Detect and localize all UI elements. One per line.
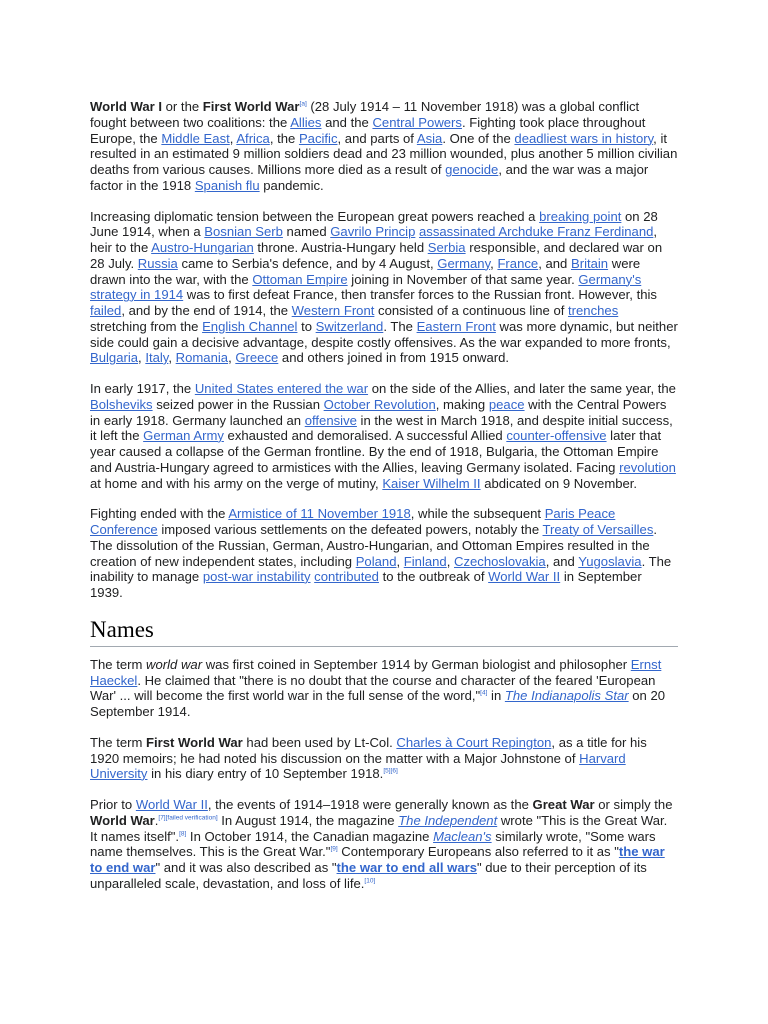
text-run: throne. Austria-Hungary held — [253, 240, 428, 255]
text-run: and others joined in from 1915 onward. — [278, 350, 510, 366]
text-run: similarly wrote, "Some wars name themselves. This is the Great War." — [90, 828, 656, 860]
text-run: and the — [321, 114, 373, 130]
text-run: , — [229, 130, 237, 146]
text-run: in — [487, 688, 505, 704]
link-ernst-haeckel[interactable]: Ernst Haeckel — [90, 656, 662, 688]
link-world-war-ii[interactable]: World War II — [135, 797, 208, 812]
link-trenches[interactable]: trenches — [568, 303, 619, 318]
citation-reference[interactable]: [10] — [364, 877, 376, 885]
link-armistice-of-11-november-1918[interactable]: Armistice of 11 November 1918 — [228, 506, 411, 522]
text-run: on the side of the Allies, and later the same year, the — [368, 381, 676, 396]
text-run: in his diary entry of 10 September 1918. — [147, 766, 384, 782]
intro-paragraph-4 — [90, 506, 678, 601]
link-english-channel[interactable]: English Channel — [202, 318, 298, 334]
link-france[interactable]: France — [497, 255, 539, 271]
text-run: , the events of 1914–1918 were generally known as the — [207, 797, 533, 812]
text-run: or the — [162, 99, 203, 114]
link-deadliest-wars-in-history[interactable]: deadliest wars in history — [514, 130, 654, 146]
text-run: , making — [435, 396, 489, 412]
link-treaty-of-versailles[interactable]: Treaty of Versailles — [542, 522, 654, 537]
text-run: , it resulted in an estimated 9 million soldiers dead and 23 million wounded, plus another 5 million civilian deaths from various causes. Millions more died as a result of — [90, 130, 678, 177]
link-britain[interactable]: Britain — [570, 255, 609, 271]
link-paris-peace-conference[interactable]: Paris Peace Conference — [90, 506, 616, 537]
intro-paragraph-2 — [90, 209, 678, 367]
text-run: . Fighting took place throughout Europe, the — [90, 114, 646, 146]
link-switzerland[interactable]: Switzerland — [315, 318, 384, 334]
citation-reference[interactable]: [9] — [330, 845, 338, 853]
names-paragraph-1 — [90, 657, 678, 720]
text-run: Prior to — [90, 797, 136, 812]
bold-term: First World War — [202, 99, 300, 114]
text-run: was more dynamic, but neither side could gain a decisive advantage, despite costly offensives. As the war expanded to more fronts, — [90, 318, 678, 350]
link-bolsheviks[interactable]: Bolsheviks — [90, 396, 153, 412]
text-run: Increasing diplomatic tension between the European great powers reached a — [90, 208, 540, 224]
link-allies[interactable]: Allies — [290, 114, 322, 130]
text-run: (28 July 1914 – 11 November 1918) was a global conflict fought between two coalitions: the — [90, 99, 640, 130]
text-run: The term — [90, 656, 147, 672]
link-poland[interactable]: Poland — [355, 553, 397, 569]
intro-paragraph-3 — [90, 381, 678, 491]
text-run: Fighting ended with the — [90, 506, 229, 522]
link-central-powers[interactable]: Central Powers — [372, 114, 462, 130]
text-run: exhausted and demoralised. A successful Allied — [223, 428, 507, 444]
link-the-indianapolis-star[interactable]: The Indianapolis Star — [504, 688, 629, 704]
link-czechoslovakia[interactable]: Czechoslovakia — [454, 553, 546, 569]
link-harvard-university[interactable]: Harvard University — [90, 750, 626, 782]
link-maclean-s[interactable]: Maclean's — [433, 828, 492, 844]
text-run: , and the war was a major factor in the 1918 — [90, 162, 649, 193]
text-run: wrote "This is the Great War. It names itself". — [90, 812, 668, 844]
text-run: were drawn into the war, with the — [90, 255, 641, 287]
text-run: Contemporary Europeans also referred to it as " — [337, 844, 619, 860]
link-asia[interactable]: Asia — [416, 130, 443, 146]
link-counter-offensive[interactable]: counter-offensive — [506, 428, 607, 444]
link-contributed[interactable]: contributed — [314, 569, 379, 585]
text-run: . He claimed that "there is no doubt that the course and character of the feared 'European War' ... will become the first world war in the full sense of the word," — [90, 672, 656, 704]
text-run: The term — [90, 734, 147, 750]
link-finland[interactable]: Finland — [403, 553, 447, 569]
link-middle-east[interactable]: Middle East — [161, 130, 230, 146]
citation-reference[interactable]: [8] — [179, 830, 187, 838]
text-run: consisted of a continuous line of — [374, 303, 569, 318]
link-german-army[interactable]: German Army — [143, 428, 224, 444]
text-run: , and by the end of 1914, the — [121, 303, 292, 318]
bold-term: World War — [90, 812, 155, 828]
text-run: In August 1914, the magazine — [217, 812, 399, 828]
link-post-war-instability[interactable]: post-war instability — [202, 569, 311, 585]
link-italy[interactable]: Italy — [145, 350, 169, 366]
text-run: , — [490, 255, 498, 271]
text-run: to the outbreak of — [378, 569, 489, 585]
link-gavrilo-princip[interactable]: Gavrilo Princip — [330, 224, 416, 240]
link-assassinated-archduke-franz-ferdinand[interactable]: assassinated Archduke Franz Ferdinand — [419, 224, 654, 240]
article-body — [90, 99, 678, 907]
link-spanish-flu[interactable]: Spanish flu — [194, 177, 260, 193]
link-bulgaria[interactable]: Bulgaria — [90, 350, 139, 366]
text-run: , and — [538, 255, 571, 271]
link-germany-s-strategy-in-1914[interactable]: Germany's strategy in 1914 — [90, 271, 642, 303]
text-run: named — [282, 224, 331, 240]
text-run: joining in November of that same year. — [347, 271, 579, 287]
link-united-states-entered-the-war[interactable]: United States entered the war — [194, 381, 369, 396]
link-ottoman-empire[interactable]: Ottoman Empire — [252, 271, 348, 287]
text-run: later that year caused a collapse of the German frontline. By the end of 1918, Bulgaria, the Ottoman Empire and Austria-Hungary agreed to armistices with the Allies, leaving Germany isolated. Facing — [90, 428, 662, 475]
text-run: , the — [269, 130, 299, 146]
link-romania[interactable]: Romania — [175, 350, 229, 366]
link-revolution[interactable]: revolution — [619, 459, 676, 475]
text-run: was to first defeat France, then transfer forces to the Russian front. However, this — [183, 287, 657, 303]
italic-term: world war — [146, 656, 203, 672]
text-run: . One of the — [442, 130, 515, 146]
text-run: , — [138, 350, 146, 366]
link-peace[interactable]: peace — [488, 396, 525, 412]
link-october-revolution[interactable]: October Revolution — [323, 396, 436, 412]
link-eastern-front[interactable]: Eastern Front — [416, 318, 496, 334]
link-breaking-point[interactable]: breaking point — [539, 208, 622, 224]
link-pacific[interactable]: Pacific — [298, 130, 338, 146]
link-the-war-to-end-war[interactable]: the war to end war — [90, 844, 665, 875]
link-the-independent[interactable]: The Independent — [398, 812, 498, 828]
link-yugoslavia[interactable]: Yugoslavia — [578, 553, 642, 569]
text-run: " due to their perception of its unparalleled scale, devastation, and loss of life. — [90, 860, 647, 891]
text-run: , — [446, 553, 454, 569]
text-run: came to Serbia's defence, and by 4 August, — [177, 255, 438, 271]
link-austro-hungarian[interactable]: Austro-Hungarian — [151, 240, 254, 255]
text-run: . — [154, 812, 159, 828]
text-run: . The dissolution of the Russian, German, Austro-Hungarian, and Ottoman Empires resulted in the creation of new independent states, including — [90, 522, 658, 569]
link-kaiser-wilhelm-ii[interactable]: Kaiser Wilhelm II — [382, 475, 481, 491]
text-run: , — [396, 553, 404, 569]
text-run: In October 1914, the Canadian magazine — [186, 828, 434, 844]
link-world-war-ii[interactable]: World War II — [488, 569, 561, 585]
text-run: . The inability to manage — [90, 553, 672, 585]
text-run: imposed various settlements on the defeated powers, notably the — [157, 522, 543, 537]
text-run: with the Central Powers in early 1918. Germany launched an — [90, 396, 667, 428]
text-run: was first coined in September 1914 by German biologist and philosopher — [202, 656, 631, 672]
text-run: , as a title for his 1920 memoirs; he had noted his discussion on the matter with a Major Johnstone of — [90, 734, 647, 766]
text-run: on 20 September 1914. — [90, 688, 666, 719]
text-run: had been used by Lt-Col. — [242, 734, 397, 750]
link-germany[interactable]: Germany — [437, 255, 491, 271]
text-run: , while the subsequent — [410, 506, 545, 522]
link-charles-a-court-repington[interactable]: Charles à Court Repington — [396, 734, 552, 750]
text-run: , — [228, 350, 236, 366]
text-run: . The — [383, 318, 417, 334]
citation-reference[interactable]: [7][failed verification] — [158, 814, 218, 822]
text-run: responsible, and declared war on 28 July. — [90, 240, 663, 271]
bold-term: First World War — [146, 734, 243, 750]
link-western-front[interactable]: Western Front — [291, 303, 375, 318]
link-russia[interactable]: Russia — [137, 255, 178, 271]
link-offensive[interactable]: offensive — [304, 412, 357, 428]
citation-reference[interactable]: [4] — [480, 689, 488, 697]
bold-term: Great War — [532, 797, 595, 812]
text-run: seized power in the Russian — [152, 396, 324, 412]
text-run: stretching from the — [90, 318, 203, 334]
citation-reference[interactable]: [5][6] — [383, 767, 398, 775]
link-the-war-to-end-all-wars[interactable]: the war to end all wars — [336, 860, 477, 875]
link-serbia[interactable]: Serbia — [427, 240, 466, 255]
link-greece[interactable]: Greece — [235, 350, 279, 366]
text-run: in the west in March 1918, and despite initial success, it left the — [90, 412, 673, 444]
text-run: or simply the — [594, 797, 673, 812]
link-africa[interactable]: Africa — [236, 130, 270, 146]
names-paragraph-3 — [90, 797, 678, 892]
link-genocide[interactable]: genocide — [445, 162, 499, 177]
text-run: at home and with his army on the verge of mutiny, — [90, 475, 383, 491]
link-bosnian-serb[interactable]: Bosnian Serb — [204, 224, 283, 240]
text-run: to — [297, 318, 316, 334]
text-run: , and parts of — [337, 130, 417, 146]
text-run: on 28 June 1914, when a — [90, 208, 658, 240]
link-failed[interactable]: failed — [90, 303, 122, 318]
text-run: pandemic. — [259, 177, 324, 193]
text-run: in September 1939. — [90, 569, 642, 600]
names-paragraph-2 — [90, 735, 678, 782]
text-run: , heir to the — [90, 224, 658, 255]
text-run: " and it was also described as " — [155, 860, 337, 875]
intro-paragraph-1 — [90, 99, 678, 194]
section-heading-names: Names — [90, 616, 678, 647]
citation-reference[interactable]: [a] — [299, 100, 307, 108]
text-run: , — [168, 350, 176, 366]
text-run: abdicated on 9 November. — [480, 475, 638, 491]
bold-term: World War I — [90, 99, 163, 114]
text-run: , and — [545, 553, 579, 569]
text-run: In early 1917, the — [90, 381, 195, 396]
